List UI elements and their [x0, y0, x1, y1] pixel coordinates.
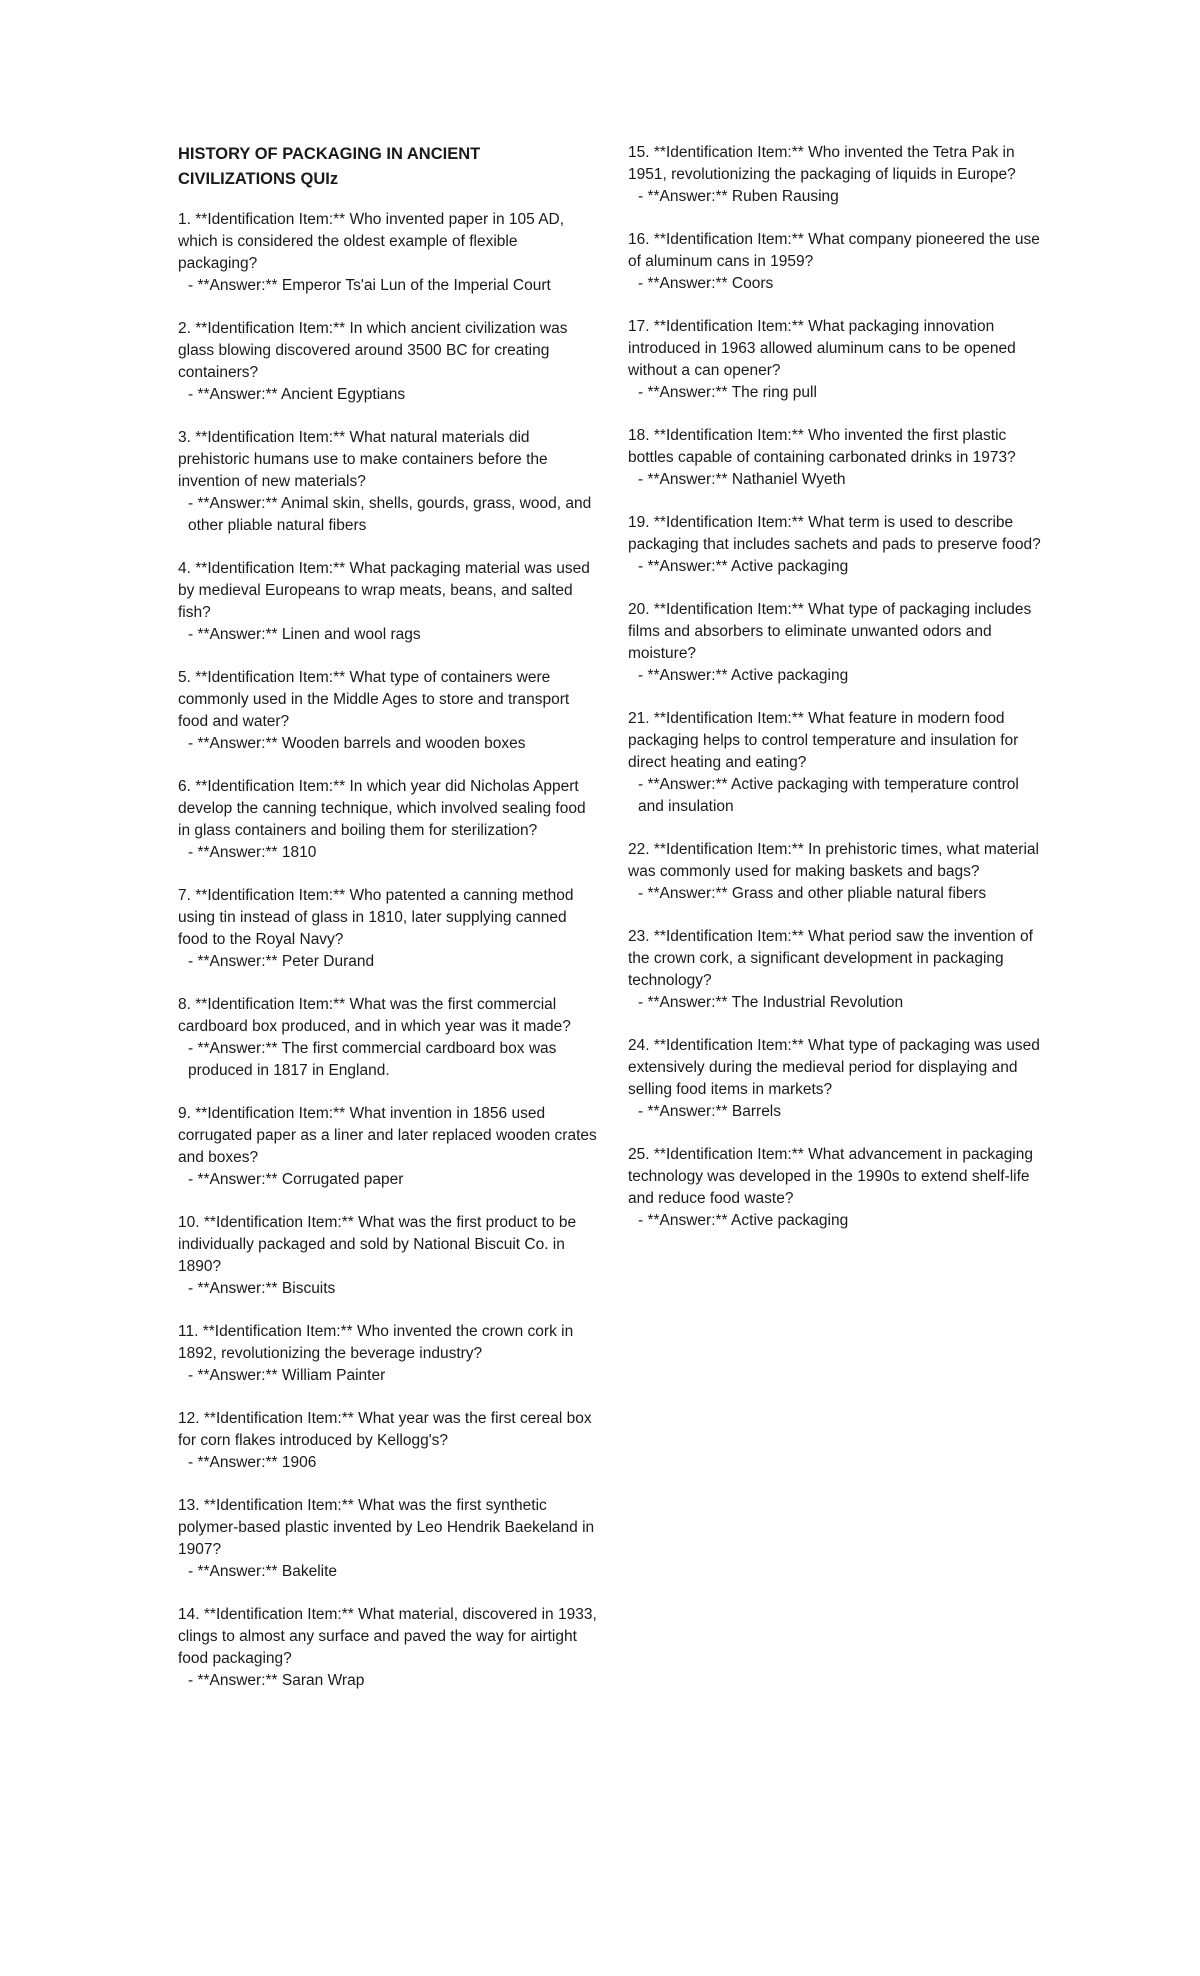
quiz-answer: [628, 992, 1048, 1014]
answer-prefix: - **Answer:**: [638, 1212, 728, 1229]
item-number: 15.: [628, 144, 650, 161]
question-text: Who invented the first plastic bottles capable of containing carbonated drinks in 1973?: [628, 427, 1016, 466]
answer-prefix: - **Answer:**: [188, 626, 278, 643]
answer-text: Barrels: [731, 1103, 782, 1120]
quiz-question: [628, 316, 1048, 382]
question-text: In which ancient civilization was glass blowing discovered around 3500 BC for creating containers?: [178, 320, 568, 381]
question-text: What company pioneered the use of aluminum cans in 1959?: [628, 231, 1040, 270]
quiz-question: [628, 599, 1048, 665]
question-text: What year was the first cereal box for corn flakes introduced by Kellogg's?: [178, 1410, 592, 1449]
question-text: Who invented the crown cork in 1892, revolutionizing the beverage industry?: [178, 1323, 574, 1362]
answer-prefix: - **Answer:**: [188, 1280, 278, 1297]
item-number: 20.: [628, 601, 650, 618]
quiz-item-list-left: [178, 209, 598, 1692]
quiz-item: [628, 316, 1048, 404]
item-number: 13.: [178, 1497, 200, 1514]
quiz-item: [178, 667, 598, 755]
answer-prefix: - **Answer:**: [188, 953, 278, 970]
answer-prefix: - **Answer:**: [188, 277, 278, 294]
item-number: 2.: [178, 320, 191, 337]
question-prefix: **Identification Item:**: [203, 1497, 354, 1514]
question-text: In prehistoric times, what material was commonly used for making baskets and bags?: [628, 841, 1039, 880]
quiz-question: [178, 1495, 598, 1561]
quiz-answer: [178, 275, 598, 297]
question-text: Who patented a canning method using tin instead of glass in 1810, later supplying canned food to the Royal Navy?: [178, 887, 574, 948]
question-prefix: **Identification Item:**: [203, 1410, 354, 1427]
quiz-item: [628, 926, 1048, 1014]
answer-text: 1810: [281, 844, 317, 861]
answer-text: Linen and wool rags: [281, 626, 421, 643]
quiz-question: [628, 229, 1048, 273]
quiz-question: [178, 1103, 598, 1169]
answer-text: 1906: [281, 1454, 317, 1471]
answer-text: Peter Durand: [281, 953, 375, 970]
answer-text: Saran Wrap: [281, 1672, 365, 1689]
quiz-question: [628, 839, 1048, 883]
item-number: 6.: [178, 778, 191, 795]
item-number: 1.: [178, 211, 191, 228]
item-number: 17.: [628, 318, 650, 335]
question-text: What term is used to describe packaging that includes sachets and pads to preserve food?: [628, 514, 1041, 553]
question-prefix: **Identification Item:**: [653, 318, 804, 335]
answer-prefix: - **Answer:**: [638, 776, 728, 793]
answer-text: Active packaging: [731, 558, 849, 575]
answer-prefix: - **Answer:**: [188, 1171, 278, 1188]
quiz-answer: [178, 624, 598, 646]
quiz-item: [628, 1144, 1048, 1232]
item-number: 14.: [178, 1606, 200, 1623]
question-text: What type of containers were commonly used in the Middle Ages to store and transport food and water?: [178, 669, 570, 730]
question-text: What natural materials did prehistoric humans use to make containers before the invention of new materials?: [178, 429, 548, 490]
quiz-question: [628, 1035, 1048, 1101]
question-text: What was the first product to be individually packaged and sold by National Biscuit Co. in 1890?: [178, 1214, 577, 1275]
question-text: What was the first commercial cardboard box produced, and in which year was it made?: [178, 996, 571, 1035]
item-number: 19.: [628, 514, 650, 531]
question-prefix: **Identification Item:**: [653, 427, 804, 444]
answer-text: The Industrial Revolution: [731, 994, 904, 1011]
quiz-answer: [178, 733, 598, 755]
quiz-question: [628, 708, 1048, 774]
answer-text: Animal skin, shells, gourds, grass, wood, and other pliable natural fibers: [188, 495, 592, 534]
item-number: 7.: [178, 887, 191, 904]
quiz-item: [628, 229, 1048, 295]
quiz-answer: [628, 273, 1048, 295]
question-prefix: **Identification Item:**: [195, 211, 346, 228]
question-text: What packaging material was used by medieval Europeans to wrap meats, beans, and salted fish?: [178, 560, 590, 621]
question-text: What material, discovered in 1933, clings to almost any surface and paved the way for airtight food packaging?: [178, 1606, 597, 1667]
quiz-item: [628, 512, 1048, 578]
quiz-question: [178, 667, 598, 733]
quiz-question: [178, 558, 598, 624]
question-prefix: **Identification Item:**: [195, 320, 346, 337]
quiz-item: [178, 558, 598, 646]
quiz-item: [178, 318, 598, 406]
question-prefix: **Identification Item:**: [202, 1323, 353, 1340]
answer-prefix: - **Answer:**: [188, 1672, 278, 1689]
item-number: 22.: [628, 841, 650, 858]
quiz-question: [628, 425, 1048, 469]
question-prefix: **Identification Item:**: [653, 1146, 804, 1163]
question-prefix: **Identification Item:**: [195, 560, 346, 577]
quiz-item: [628, 425, 1048, 491]
answer-prefix: - **Answer:**: [188, 735, 278, 752]
question-prefix: **Identification Item:**: [653, 514, 804, 531]
quiz-answer: [178, 1452, 598, 1474]
answer-text: Active packaging: [731, 667, 849, 684]
item-number: 8.: [178, 996, 191, 1013]
quiz-answer: [628, 1210, 1048, 1232]
answer-prefix: - **Answer:**: [188, 1040, 278, 1057]
quiz-answer: [178, 842, 598, 864]
quiz-question: [178, 1212, 598, 1278]
answer-prefix: - **Answer:**: [188, 1367, 278, 1384]
answer-text: William Painter: [281, 1367, 386, 1384]
quiz-question: [178, 994, 598, 1038]
question-prefix: **Identification Item:**: [195, 1105, 346, 1122]
answer-prefix: - **Answer:**: [638, 188, 728, 205]
item-number: 24.: [628, 1037, 650, 1054]
answer-text: Biscuits: [281, 1280, 336, 1297]
answer-text: Ruben Rausing: [731, 188, 839, 205]
question-prefix: **Identification Item:**: [203, 1214, 354, 1231]
quiz-item: [628, 142, 1048, 208]
answer-text: Corrugated paper: [281, 1171, 404, 1188]
quiz-question: [178, 1321, 598, 1365]
answer-prefix: - **Answer:**: [638, 558, 728, 575]
answer-prefix: - **Answer:**: [638, 471, 728, 488]
item-number: 18.: [628, 427, 650, 444]
answer-text: The ring pull: [731, 384, 817, 401]
item-number: 4.: [178, 560, 191, 577]
quiz-item: [628, 1035, 1048, 1123]
quiz-item: [178, 209, 598, 297]
question-text: Who invented the Tetra Pak in 1951, revolutionizing the packaging of liquids in Europe?: [628, 144, 1016, 183]
answer-text: Coors: [731, 275, 774, 292]
answer-prefix: - **Answer:**: [638, 885, 728, 902]
answer-prefix: - **Answer:**: [638, 994, 728, 1011]
quiz-question: [178, 1408, 598, 1452]
question-text: In which year did Nicholas Appert develop the canning technique, which involved sealing food in glass containers and boiling them for sterilization?: [178, 778, 586, 839]
item-number: 11.: [178, 1323, 199, 1340]
question-prefix: **Identification Item:**: [653, 601, 804, 618]
item-number: 23.: [628, 928, 650, 945]
item-number: 16.: [628, 231, 650, 248]
question-text: What feature in modern food packaging helps to control temperature and insulation for direct heating and eating?: [628, 710, 1019, 771]
left-column: [178, 142, 598, 1713]
quiz-answer: [178, 951, 598, 973]
quiz-item: [178, 1408, 598, 1474]
quiz-answer: [178, 384, 598, 406]
question-text: What packaging innovation introduced in 1963 allowed aluminum cans to be opened without a can opener?: [628, 318, 1016, 379]
quiz-item: [178, 427, 598, 537]
question-prefix: **Identification Item:**: [653, 144, 804, 161]
question-prefix: **Identification Item:**: [195, 887, 346, 904]
quiz-answer: [628, 186, 1048, 208]
answer-text: Wooden barrels and wooden boxes: [281, 735, 526, 752]
answer-text: Ancient Egyptians: [281, 386, 406, 403]
quiz-question: [178, 318, 598, 384]
quiz-title: HISTORY OF PACKAGING IN ANCIENT CIVILIZATIONS QUIz: [178, 145, 481, 188]
item-number: 25.: [628, 1146, 650, 1163]
answer-text: Bakelite: [281, 1563, 338, 1580]
quiz-answer: [178, 1169, 598, 1191]
answer-prefix: - **Answer:**: [188, 495, 278, 512]
right-column: [628, 142, 1048, 1253]
answer-prefix: - **Answer:**: [638, 384, 728, 401]
quiz-question: [628, 512, 1048, 556]
question-prefix: **Identification Item:**: [195, 429, 346, 446]
answer-prefix: - **Answer:**: [638, 1103, 728, 1120]
quiz-item: [178, 1495, 598, 1583]
quiz-question: [628, 142, 1048, 186]
quiz-answer: [178, 1278, 598, 1300]
question-prefix: **Identification Item:**: [653, 710, 804, 727]
quiz-item: [178, 994, 598, 1082]
answer-text: Nathaniel Wyeth: [731, 471, 846, 488]
question-text: What period saw the invention of the crown cork, a significant development in packaging technology?: [628, 928, 1033, 989]
quiz-answer: [178, 1038, 598, 1082]
quiz-answer: [178, 1561, 598, 1583]
answer-prefix: - **Answer:**: [188, 1563, 278, 1580]
question-text: Who invented paper in 105 AD, which is considered the oldest example of flexible packaging?: [178, 211, 565, 272]
answer-prefix: - **Answer:**: [638, 275, 728, 292]
answer-prefix: - **Answer:**: [638, 667, 728, 684]
question-prefix: **Identification Item:**: [653, 928, 804, 945]
quiz-item: [178, 885, 598, 973]
quiz-question: [178, 427, 598, 493]
quiz-answer: [628, 469, 1048, 491]
quiz-question: [628, 926, 1048, 992]
quiz-item: [628, 839, 1048, 905]
answer-prefix: - **Answer:**: [188, 1454, 278, 1471]
quiz-item-list-right: [628, 142, 1048, 1232]
quiz-item: [178, 1103, 598, 1191]
item-number: 10.: [178, 1214, 200, 1231]
quiz-answer: [178, 1670, 598, 1692]
item-number: 3.: [178, 429, 191, 446]
quiz-answer: [628, 665, 1048, 687]
question-prefix: **Identification Item:**: [653, 841, 804, 858]
item-number: 5.: [178, 669, 191, 686]
quiz-question: [628, 1144, 1048, 1210]
answer-text: Emperor Ts'ai Lun of the Imperial Court: [281, 277, 551, 294]
answer-prefix: - **Answer:**: [188, 844, 278, 861]
quiz-answer: [628, 883, 1048, 905]
quiz-item: [178, 1604, 598, 1692]
quiz-answer: [628, 1101, 1048, 1123]
quiz-item: [178, 776, 598, 864]
quiz-answer: [628, 382, 1048, 404]
quiz-item: [628, 708, 1048, 818]
answer-text: Active packaging with temperature control and insulation: [638, 776, 1019, 815]
quiz-question: [178, 885, 598, 951]
question-text: What type of packaging was used extensively during the medieval period for displaying and selling food items in markets?: [628, 1037, 1040, 1098]
quiz-item: [178, 1212, 598, 1300]
question-text: What was the first synthetic polymer-based plastic invented by Leo Hendrik Baekeland in 1907?: [178, 1497, 595, 1558]
question-prefix: **Identification Item:**: [195, 778, 346, 795]
quiz-answer: [178, 493, 598, 537]
question-prefix: **Identification Item:**: [195, 996, 346, 1013]
quiz-answer: [628, 556, 1048, 578]
item-number: 21.: [628, 710, 650, 727]
question-text: What type of packaging includes films and absorbers to eliminate unwanted odors and moisture?: [628, 601, 1032, 662]
question-text: What invention in 1856 used corrugated paper as a liner and later replaced wooden crates and boxes?: [178, 1105, 597, 1166]
quiz-answer: [628, 774, 1048, 818]
question-prefix: **Identification Item:**: [653, 1037, 804, 1054]
quiz-question: [178, 1604, 598, 1670]
answer-text: Active packaging: [731, 1212, 849, 1229]
item-number: 12.: [178, 1410, 200, 1427]
quiz-question: [178, 209, 598, 275]
question-prefix: **Identification Item:**: [195, 669, 346, 686]
question-prefix: **Identification Item:**: [653, 231, 804, 248]
item-number: 9.: [178, 1105, 191, 1122]
quiz-item: [628, 599, 1048, 687]
quiz-question: [178, 776, 598, 842]
answer-text: The first commercial cardboard box was produced in 1817 in England.: [188, 1040, 557, 1079]
quiz-item: [178, 1321, 598, 1387]
answer-text: Grass and other pliable natural fibers: [731, 885, 987, 902]
quiz-answer: [178, 1365, 598, 1387]
question-text: What advancement in packaging technology was developed in the 1990s to extend shelf-life and reduce food waste?: [628, 1146, 1033, 1207]
question-prefix: **Identification Item:**: [203, 1606, 354, 1623]
answer-prefix: - **Answer:**: [188, 386, 278, 403]
